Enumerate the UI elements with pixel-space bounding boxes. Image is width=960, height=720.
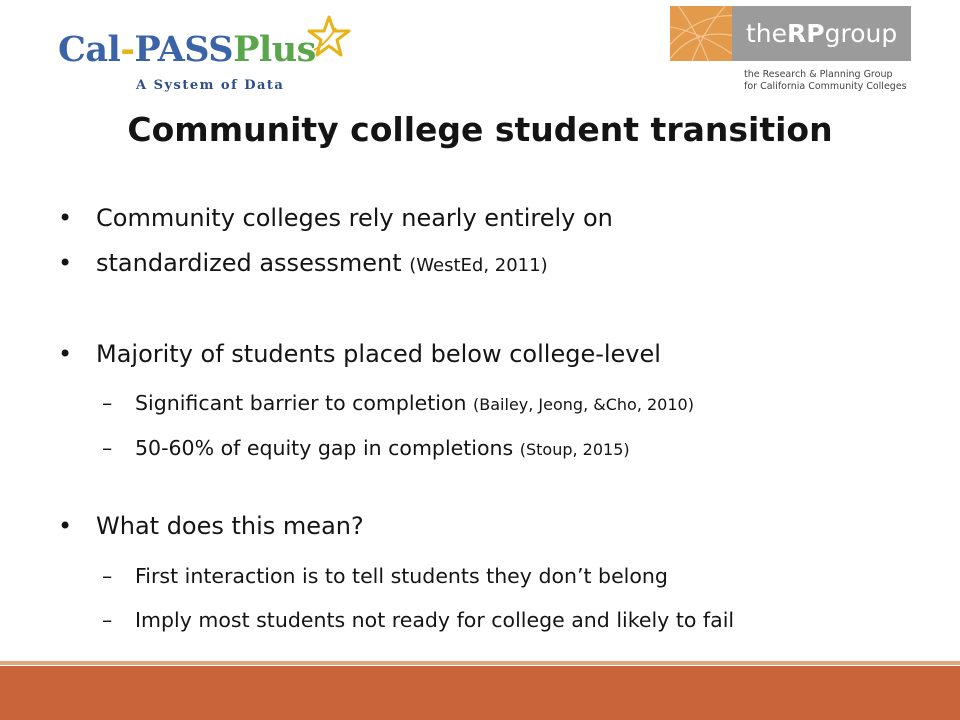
sub-bullet-3-1: [135, 562, 668, 590]
bullet-2: [96, 336, 661, 372]
calpass-word-plus: Plus: [233, 29, 316, 70]
rp-word-group: group: [824, 19, 898, 48]
sub-bullet-3-1-text: First interaction is to tell students they don’t belong: [135, 564, 668, 588]
sub-bullet-2-1-text: Significant barrier to completion: [135, 391, 467, 415]
sub-bullet-3-2-text: Imply most students not ready for college and likely to fail: [135, 608, 735, 632]
sub-bullet-2-2-text: 50-60% of equity gap in completions: [135, 436, 514, 460]
bullet-3: [96, 508, 364, 544]
bullet-1-line1: Community colleges rely nearly entirely on: [96, 204, 613, 232]
sub-bullet-2-1: [135, 389, 694, 419]
slide-title: Community college student transition: [127, 110, 833, 149]
rp-subtitle-line2: for California Community Colleges: [744, 81, 907, 92]
bullet-1-line2: standardized assessment: [96, 249, 402, 277]
bullet-1-continuation: [96, 245, 548, 284]
sub-bullet-2-2-citation: (Stoup, 2015): [519, 440, 630, 459]
calpass-word-cal: Cal: [58, 29, 121, 70]
calpass-tagline: A System of Data: [136, 78, 285, 93]
rp-word-rp: RP: [787, 19, 825, 48]
sub-bullet-3-2: [135, 606, 734, 634]
bullet-1-citation: (WestEd, 2011): [409, 255, 548, 276]
calpass-word-pass: PASS: [134, 29, 234, 70]
rp-subtitle-line1: the Research & Planning Group: [744, 69, 893, 80]
calpass-word-dash: -: [120, 29, 135, 70]
bullet-1: [96, 200, 613, 236]
rp-word-the: the: [746, 19, 788, 48]
footer-accent-line: [0, 661, 960, 665]
bullet-2-text: Majority of students placed below college-level: [96, 340, 661, 368]
sub-bullet-2-2: [135, 434, 630, 464]
sub-bullet-2-1-citation: (Bailey, Jeong, &Cho, 2010): [473, 395, 694, 414]
bullet-3-text: What does this mean?: [96, 512, 364, 540]
footer-bar: [0, 666, 960, 720]
